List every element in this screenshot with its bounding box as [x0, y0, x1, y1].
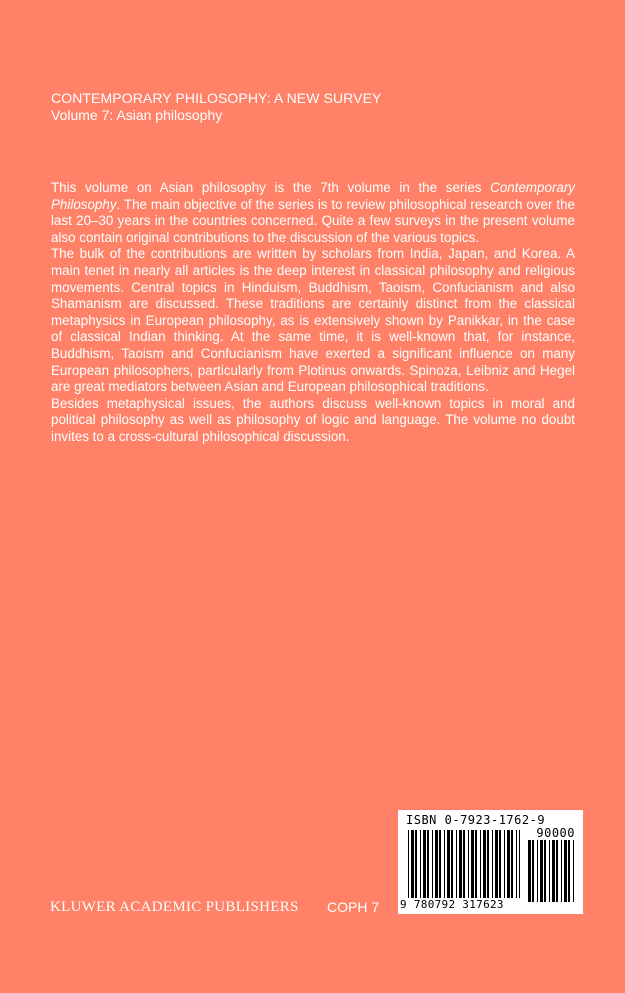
barcode-bar — [435, 830, 438, 898]
blurb-p1-start: This volume on Asian philosophy is the 7th volume in the series — [51, 180, 491, 195]
barcode-bar — [499, 830, 501, 898]
series-title: CONTEMPORARY PHILOSOPHY: A NEW SURVEY — [51, 90, 382, 106]
barcode-bar — [408, 830, 409, 898]
addon-bar — [552, 840, 555, 902]
barcode-bar — [487, 830, 489, 898]
barcode-bar — [483, 830, 486, 898]
addon-bar — [540, 840, 543, 902]
barcode-bar — [439, 830, 441, 898]
blurb — [51, 180, 575, 446]
barcode-bar — [492, 830, 493, 898]
addon-bar — [532, 840, 534, 902]
addon-bar — [544, 840, 546, 902]
barcode-bar — [423, 830, 426, 898]
barcode-bar — [516, 830, 517, 898]
barcode-bar — [459, 830, 462, 898]
barcode-bar — [504, 830, 505, 898]
ean-digits: 9 780792 317623 — [400, 898, 504, 911]
volume-subtitle: Volume 7: Asian philosophy — [51, 107, 223, 123]
isbn-barcode — [398, 810, 583, 914]
barcode-bar — [411, 830, 414, 898]
price-code: 90000 — [536, 826, 575, 840]
barcode-bar — [511, 830, 513, 898]
isbn-number: ISBN 0-7923-1762-9 — [406, 813, 546, 827]
barcode-bar — [420, 830, 421, 898]
barcode-bar — [495, 830, 498, 898]
barcode-bar — [471, 830, 474, 898]
barcode-bar — [451, 830, 453, 898]
addon-bar — [561, 840, 562, 902]
barcode-bar — [427, 830, 429, 898]
barcode-bar — [432, 830, 433, 898]
series-code: COPH 7 — [327, 899, 380, 915]
addon-bar — [528, 840, 531, 902]
blurb-p1-end: . The main objective of the series is to review philosophical research over the last 20–30 years in the countries concerned. Quite a few surveys in the present volume also contain original contributions to the discussion of the various topics. — [51, 196, 575, 245]
barcode-bar — [468, 830, 469, 898]
addon-bar — [564, 840, 567, 902]
barcode-bar — [507, 830, 510, 898]
barcode-bar — [480, 830, 481, 898]
barcode-bar — [415, 830, 417, 898]
blurb-paragraph-3: Besides metaphysical issues, the authors discuss well-known topics in moral and political philosophy as well as philosophy of logic and language. The volume no doubt invites to a cross-cultural philosophical discussion. — [51, 395, 575, 444]
blurb-paragraph-1 — [51, 180, 575, 246]
barcode-bar — [463, 830, 465, 898]
publisher-name: KLUWER ACADEMIC PUBLISHERS — [50, 899, 299, 915]
barcode-bar — [447, 830, 450, 898]
addon-bar — [549, 840, 550, 902]
series-name: Contemporary Philosophy — [51, 180, 575, 212]
barcode-bar — [444, 830, 445, 898]
barcode-bar — [475, 830, 477, 898]
barcode-bar — [519, 830, 520, 898]
addon-bar — [573, 840, 574, 902]
addon-bar — [568, 840, 570, 902]
barcode-bar — [456, 830, 457, 898]
blurb-paragraph-2: The bulk of the contributions are written by scholars from India, Japan, and Korea. A main tenet in nearly all articles is the deep interest in classical philosophy and religious movements. Central topics in Hinduism, Buddhism, Taoism, Confucianism and also Shamanism are discussed. These traditions are certainly distinct from the classical metaphysics in European philosophy, as is extensively shown by Panikkar, in the case of classical Indian thinking. At the same time, it is well-known that, for instance, Buddhism, Taoism and Confucianism have exerted a significant influence on many European philosophers, particularly from Plotinus onwards. Spinoza, Leibniz and Hegel are great mediators between Asian and European philosophical traditions. — [51, 246, 575, 395]
addon-bar — [556, 840, 558, 902]
addon-bar — [537, 840, 538, 902]
